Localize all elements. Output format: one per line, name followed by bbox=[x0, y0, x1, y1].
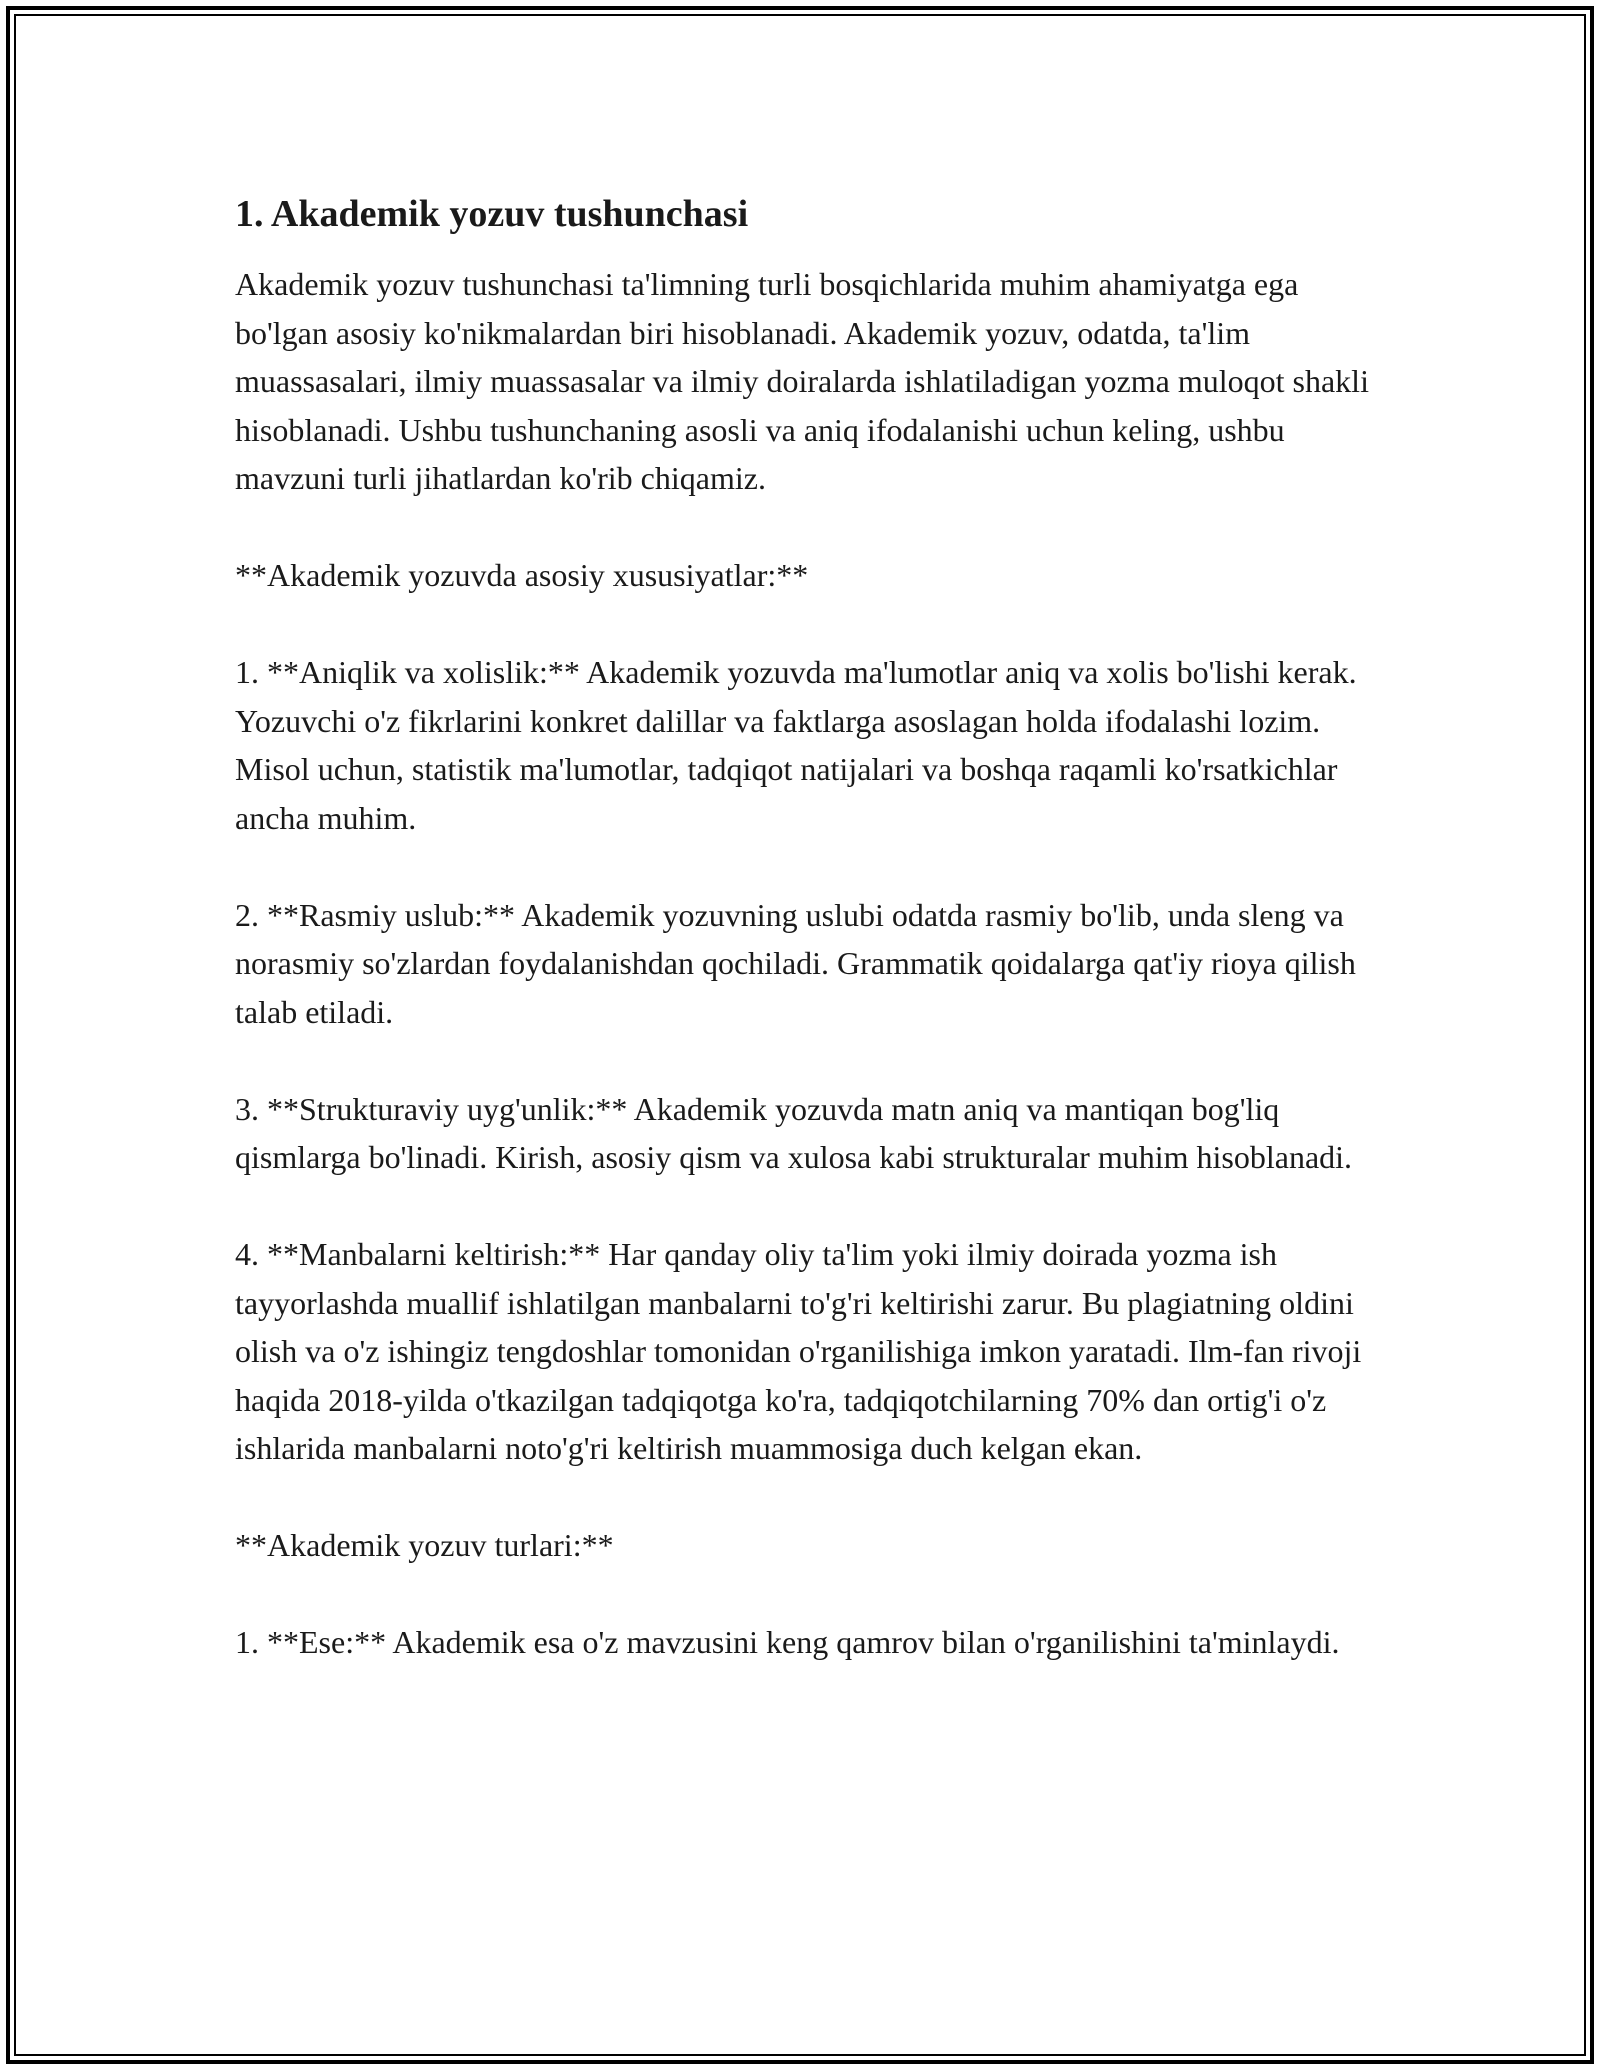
intro-paragraph: Akademik yozuv tushunchasi ta'limning turli bosqichlarida muhim ahamiyatga ega bo'lgan asosiy ko'nikmalardan biri hisoblanadi. Akademik yozuv, odatda, ta'lim muassasalari, ilmiy muassasalar va ilmiy doiralarda ishlatiladigan yozma muloqot shakli hisoblanadi. Ushbu tushunchaning asosli va aniq ifodalanishi uchun keling, ushbu mavzuni turli jihatlardan ko'rib chiqamiz. bbox=[235, 266, 1369, 496]
feature-item-accuracy: 1. **Aniqlik va xolislik:** Akademik yozuvda ma'lumotlar aniq va xolis bo'lishi kerak. Yozuvchi o'z fikrlarini konkret dalillar va faktlarga asoslagan holda ifodalashi lozim. Misol uchun, statistik ma'lumotlar, tadqiqot natijalari va boshqa raqamli ko'rsatkichlar ancha muhim. bbox=[235, 654, 1357, 836]
feature-item-structure: 3. **Strukturaviy uyg'unlik:** Akademik yozuvda matn aniq va mantiqan bog'liq qismlarga bo'linadi. Kirish, asosiy qism va xulosa kabi strukturalar muhim hisoblanadi. bbox=[235, 1090, 1353, 1175]
features-subheading: **Akademik yozuvda asosiy xususiyatlar:** bbox=[235, 557, 809, 593]
document-body bbox=[235, 190, 1375, 1667]
type-item-essay: 1. **Ese:** Akademik esa o'z mavzusini keng qamrov bilan o'rganilishini ta'minlaydi. bbox=[235, 1624, 1340, 1660]
types-subheading: **Akademik yozuv turlari:** bbox=[235, 1527, 614, 1563]
feature-item-citations: 4. **Manbalarni keltirish:** Har qanday oliy ta'lim yoki ilmiy doirada yozma ish tayyorlashda muallif ishlatilgan manbalarni to'g'ri keltirishi zarur. Bu plagiatning oldini olish va o'z ishingiz tengdoshlar tomonidan o'rganilishiga imkon yaratadi. Ilm-fan rivoji haqida 2018-yilda o'tkazilgan tadqiqotga ko'ra, tadqiqotchilarning 70% dan ortig'i o'z ishlarida manbalarni noto'g'ri keltirish muammosiga duch kelgan ekan. bbox=[235, 1236, 1362, 1466]
feature-item-formal-style: 2. **Rasmiy uslub:** Akademik yozuvning uslubi odatda rasmiy bo'lib, unda sleng va norasmiy so'zlardan foydalanishdan qochiladi. Grammatik qoidalarga qat'iy rioya qilish talab etiladi. bbox=[235, 896, 1356, 1030]
section-heading: 1. Akademik yozuv tushunchasi bbox=[235, 193, 749, 235]
